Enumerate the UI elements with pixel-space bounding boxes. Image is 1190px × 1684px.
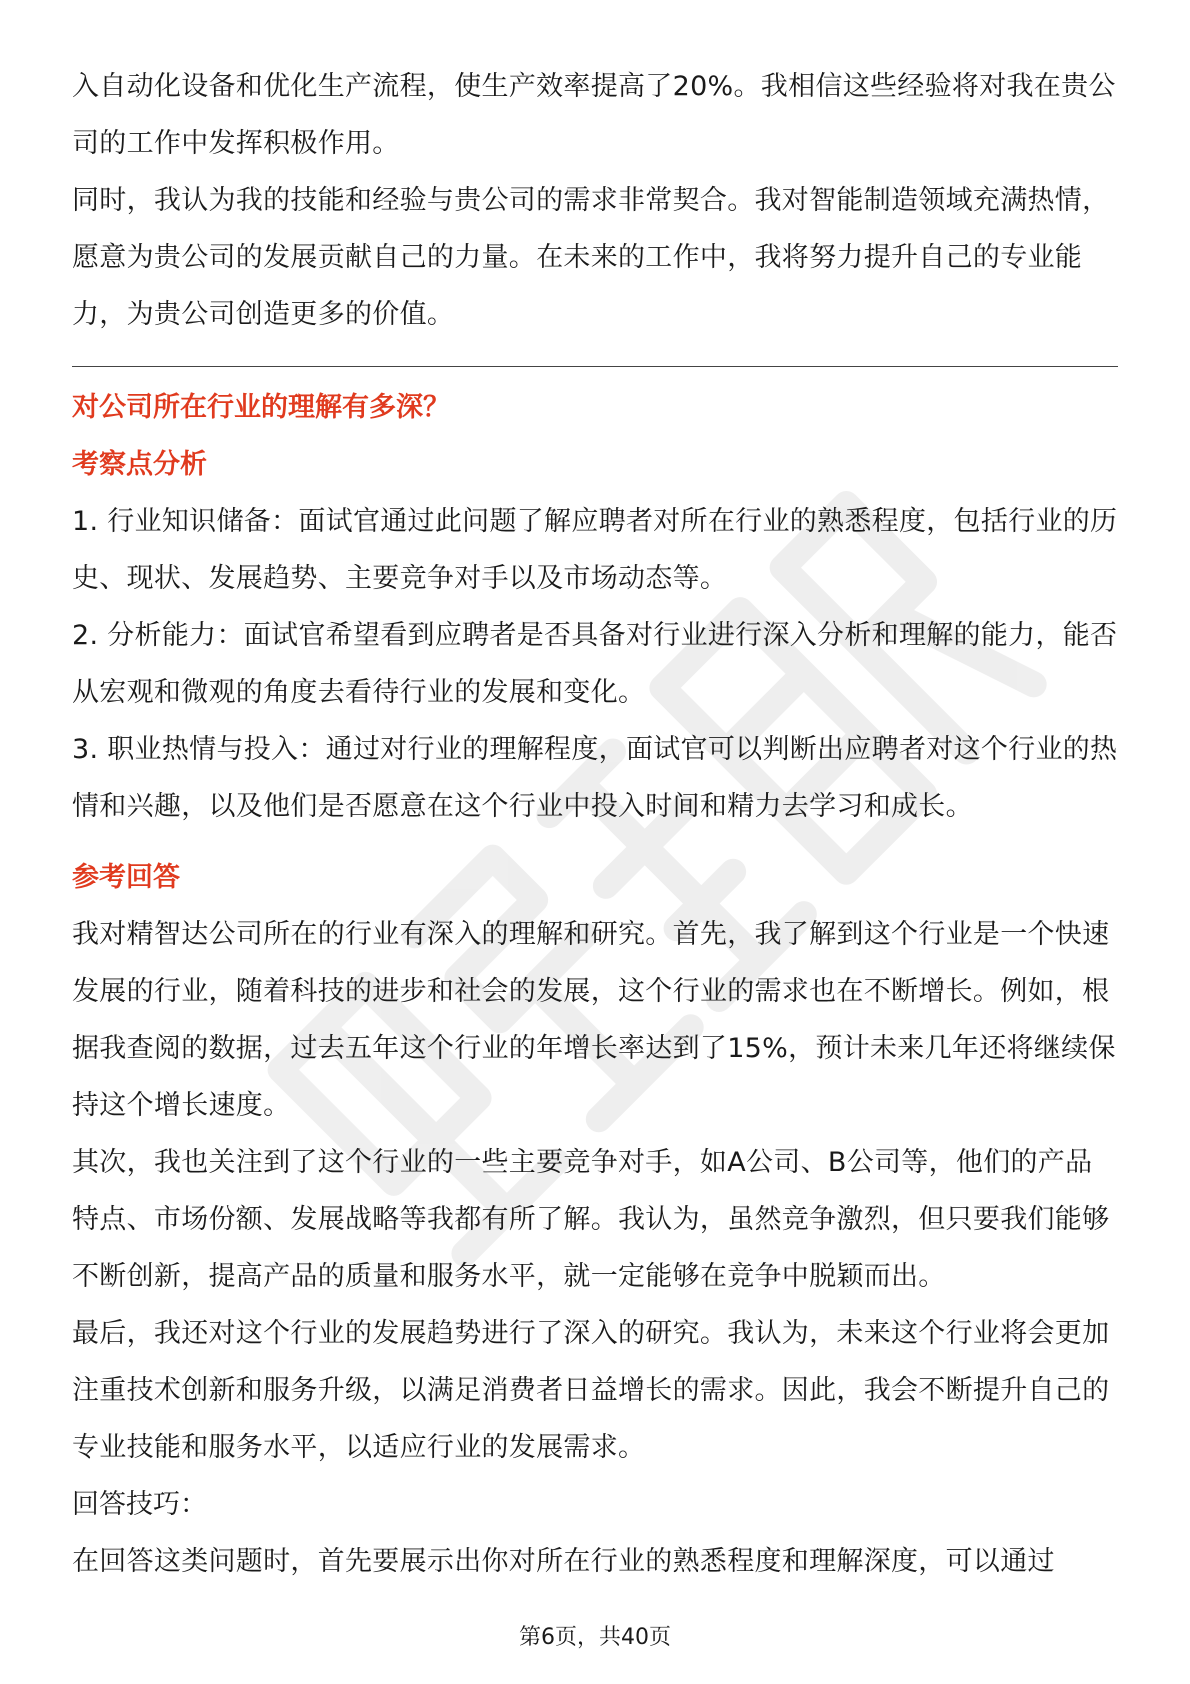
intro-section [72,58,1118,343]
analysis-item: 3. 职业热情与投入：通过对行业的理解程度，面试官可以判断出应聘者对这个行业的热情和兴趣，以及他们是否愿意在这个行业中投入时间和精力去学习和成长。 [72,734,1118,822]
intro-paragraph: 同时，我认为我的技能和经验与贵公司的需求非常契合。我对智能制造领域充满热情，愿意为贵公司的发展贡献自己的力量。在未来的工作中，我将努力提升自己的专业能力，为贵公司创造更多的价值。 [72,185,1110,330]
answer-paragraph: 我对精智达公司所在的行业有深入的理解和研究。首先，我了解到这个行业是一个快速发展的行业，随着科技的进步和社会的发展，这个行业的需求也在不断增长。例如，根据我查阅的数据，过去五年这个行业的年增长率达到了15%，预计未来几年还将继续保持这个增长速度。 [72,919,1116,1121]
tips-section [72,1476,1118,1590]
analysis-item: 1. 行业知识储备：面试官通过此问题了解应聘者对所在行业的熟悉程度，包括行业的历史、现状、发展趋势、主要竞争对手以及市场动态等。 [72,506,1118,594]
tips-label: 回答技巧： [72,1489,207,1520]
answer-section [72,849,1118,1476]
analysis-heading: 考察点分析 [72,449,207,480]
intro-paragraph: 入自动化设备和优化生产流程，使生产效率提高了20%。我相信这些经验将对我在贵公司的工作中发挥积极作用。 [72,71,1116,159]
question-title: 对公司所在行业的理解有多深？ [72,392,450,423]
analysis-item: 2. 分析能力：面试官希望看到应聘者是否具备对行业进行深入分析和理解的能力，能否从宏观和微观的角度去看待行业的发展和变化。 [72,620,1118,708]
answer-paragraph: 最后，我还对这个行业的发展趋势进行了深入的研究。我认为，未来这个行业将会更加注重技术创新和服务升级，以满足消费者日益增长的需求。因此，我会不断提升自己的专业技能和服务水平，以适应行业的发展需求。 [72,1318,1110,1463]
tips-text: 在回答这类问题时，首先要展示出你对所在行业的熟悉程度和理解深度，可以通过 [72,1546,1055,1577]
analysis-section [72,436,1118,835]
answer-heading: 参考回答 [72,862,180,893]
page-number: 第6页，共40页 [519,1625,671,1650]
page-content [72,58,1118,1590]
answer-paragraph: 其次，我也关注到了这个行业的一些主要竞争对手，如A公司、B公司等，他们的产品特点、市场份额、发展战略等我都有所了解。我认为，虽然竞争激烈，但只要我们能够不断创新，提高产品的质量和服务水平，就一定能够在竞争中脱颖而出。 [72,1147,1110,1292]
section-divider [72,366,1118,367]
